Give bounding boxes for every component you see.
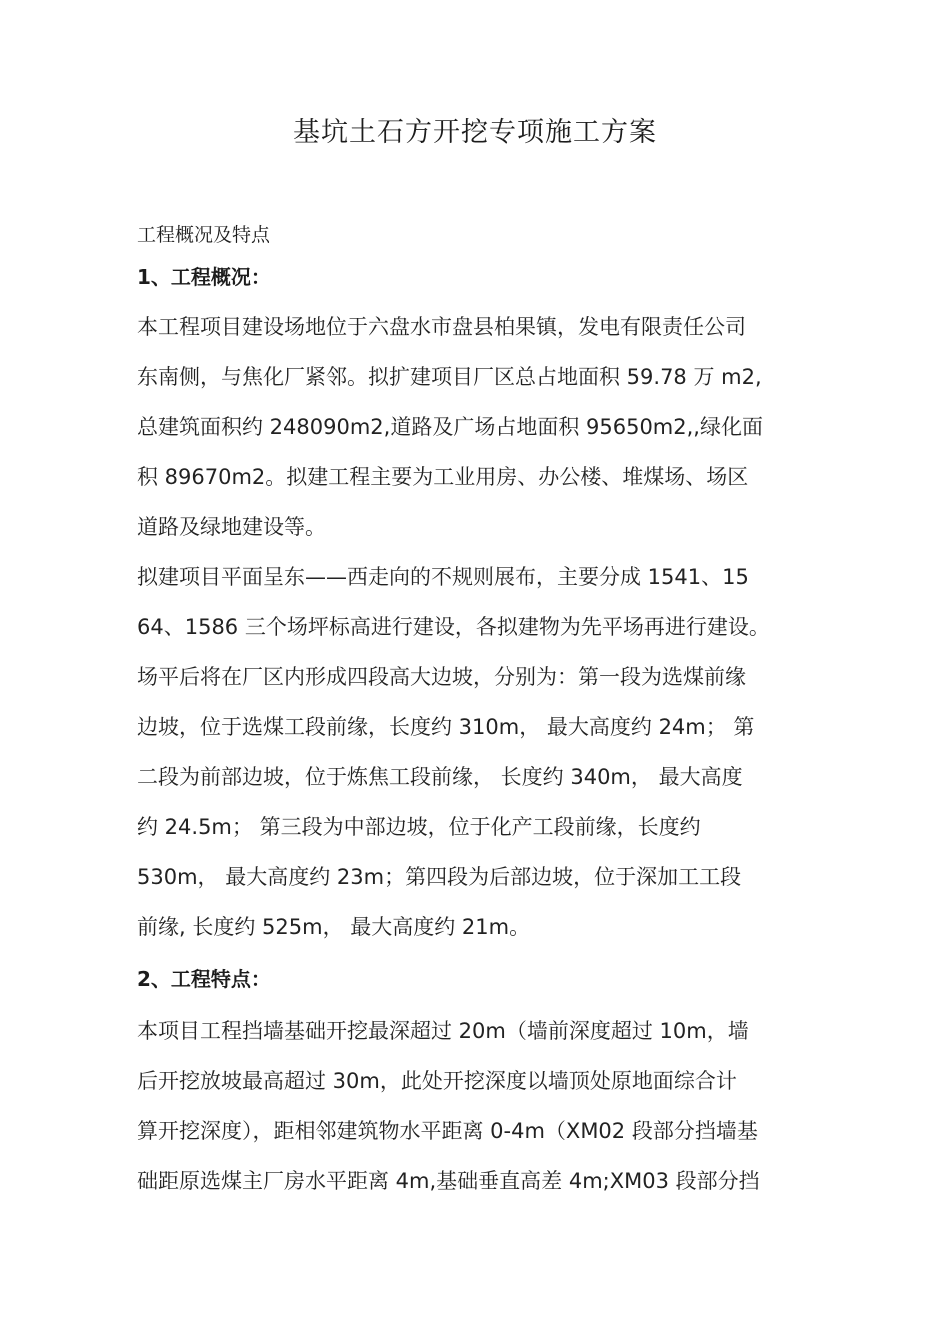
text-line: 后开挖放坡最高超过 30m，此处开挖深度以墙顶处原地面综合计 <box>137 1069 737 1093</box>
text-line: 总建筑面积约 248090m2,道路及广场占地面积 95650m2,,绿化面 <box>137 415 763 439</box>
text-line: 约 24.5m； 第三段为中部边坡，位于化产工段前缘，长度约 <box>137 815 701 839</box>
text-line: 本项目工程挡墙基础开挖最深超过 20m（墙前深度超过 10m，墙 <box>137 1019 749 1043</box>
paragraph-slopes <box>137 552 827 952</box>
text-line: 场平后将在厂区内形成四段高大边坡，分别为：第一段为选煤前缘 <box>137 665 746 689</box>
text-line: 础距原选煤主厂房水平距离 4m,基础垂直高差 4m;XM03 段部分挡 <box>137 1169 760 1193</box>
text-line: 道路及绿地建设等。 <box>137 515 326 539</box>
document-body <box>137 218 827 1206</box>
text-line: 前缘, 长度约 525m， 最大高度约 21m。 <box>137 915 531 939</box>
text-line: 二段为前部边坡，位于炼焦工段前缘， 长度约 340m， 最大高度 <box>137 765 743 789</box>
text-line: 530m， 最大高度约 23m；第四段为后部边坡，位于深加工工段 <box>137 865 742 889</box>
text-line: 积 89670m2。拟建工程主要为工业用房、办公楼、堆煤场、场区 <box>137 465 749 489</box>
heading-project-features: 2、工程特点： <box>137 967 271 991</box>
text-line: 拟建项目平面呈东——西走向的不规则展布，主要分成 1541、15 <box>137 565 749 589</box>
text-line: 算开挖深度），距相邻建筑物水平距离 0-4m（XM02 段部分挡墙基 <box>137 1119 758 1143</box>
text-line: 边坡，位于选煤工段前缘，长度约 310m， 最大高度约 24m； 第 <box>137 715 755 739</box>
document-title: 基坑土石方开挖专项施工方案 <box>293 117 657 148</box>
paragraph-features <box>137 1006 827 1206</box>
paragraph-overview <box>137 302 827 552</box>
text-line: 东南侧，与焦化厂紧邻。拟扩建项目厂区总占地面积 59.78 万 m2, <box>137 365 762 389</box>
text-line: 本工程项目建设场地位于六盘水市盘县柏果镇，发电有限责任公司 <box>137 315 746 339</box>
text-line: 64、1586 三个场坪标高进行建设，各拟建物为先平场再进行建设。 <box>137 615 770 639</box>
heading-project-overview: 1、工程概况： <box>137 265 271 289</box>
section-label: 工程概况及特点 <box>137 224 271 246</box>
